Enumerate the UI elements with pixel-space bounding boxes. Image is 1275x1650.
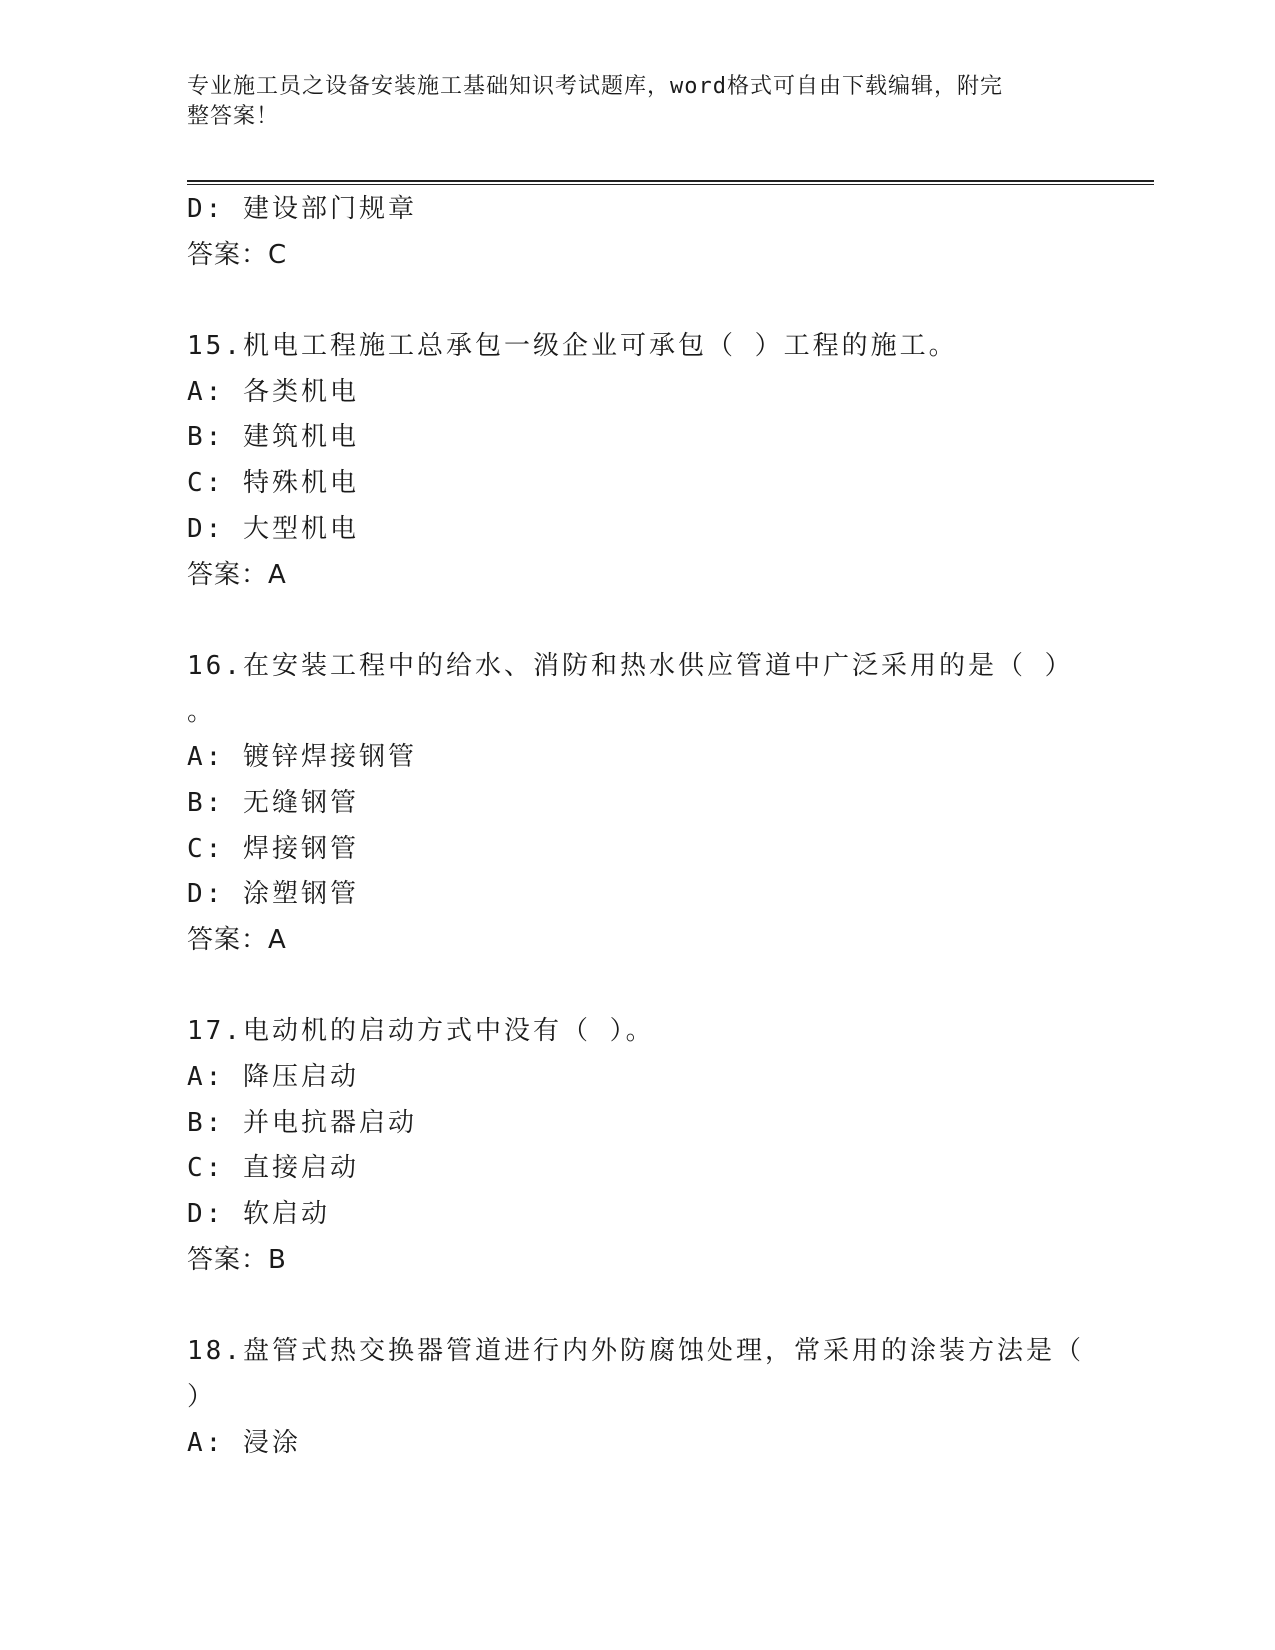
option-c: C: 焊接钢管 (187, 833, 359, 864)
document-header (187, 72, 1067, 132)
option-a: A: 镀锌焊接钢管 (187, 742, 417, 773)
option-a: A: 降压启动 (187, 1062, 359, 1093)
spacer (187, 278, 1087, 324)
question-16 (187, 644, 1087, 964)
option-d: D: 涂塑钢管 (187, 879, 359, 910)
option-c: C: 特殊机电 (187, 468, 359, 499)
answer-line: 答案：A (187, 559, 287, 590)
question-list (187, 187, 1087, 1466)
option-a: A: 各类机电 (187, 376, 359, 407)
question-stem-continued: 。 (187, 696, 217, 727)
option-d: D: 建设部门规章 (187, 194, 417, 224)
question-stem: 17.电动机的启动方式中没有（ ）。 (187, 1016, 655, 1047)
question-18 (187, 1329, 1087, 1466)
answer-line: 答案：C (187, 239, 288, 270)
question-15 (187, 324, 1087, 598)
question-17 (187, 1009, 1087, 1283)
option-d: D: 大型机电 (187, 513, 359, 544)
previous-question-tail (187, 187, 1087, 278)
header-line-2: 整答案！ (187, 104, 280, 129)
header-line-1: 专业施工员之设备安装施工基础知识考试题库，word格式可自由下载编辑，附完 (187, 74, 1003, 99)
option-a: A: 浸涂 (187, 1427, 301, 1458)
option-b: B: 建筑机电 (187, 422, 359, 453)
answer-line: 答案：B (187, 1244, 287, 1275)
question-stem: 15.机电工程施工总承包一级企业可承包（ ）工程的施工。 (187, 331, 958, 362)
option-b: B: 无缝钢管 (187, 787, 359, 818)
answer-line: 答案：A (187, 925, 287, 955)
spacer (187, 964, 1087, 1010)
question-stem-continued: ） (187, 1381, 217, 1412)
header-divider (187, 180, 1154, 185)
question-stem: 18.盘管式热交换器管道进行内外防腐蚀处理，常采用的涂装方法是（ (187, 1336, 1084, 1367)
option-d: D: 软启动 (187, 1199, 330, 1230)
option-b: B: 并电抗器启动 (187, 1107, 417, 1138)
spacer (187, 1284, 1087, 1330)
question-stem: 16.在安装工程中的给水、消防和热水供应管道中广泛采用的是（ ） (187, 650, 1074, 681)
option-c: C: 直接启动 (187, 1153, 359, 1184)
spacer (187, 598, 1087, 644)
